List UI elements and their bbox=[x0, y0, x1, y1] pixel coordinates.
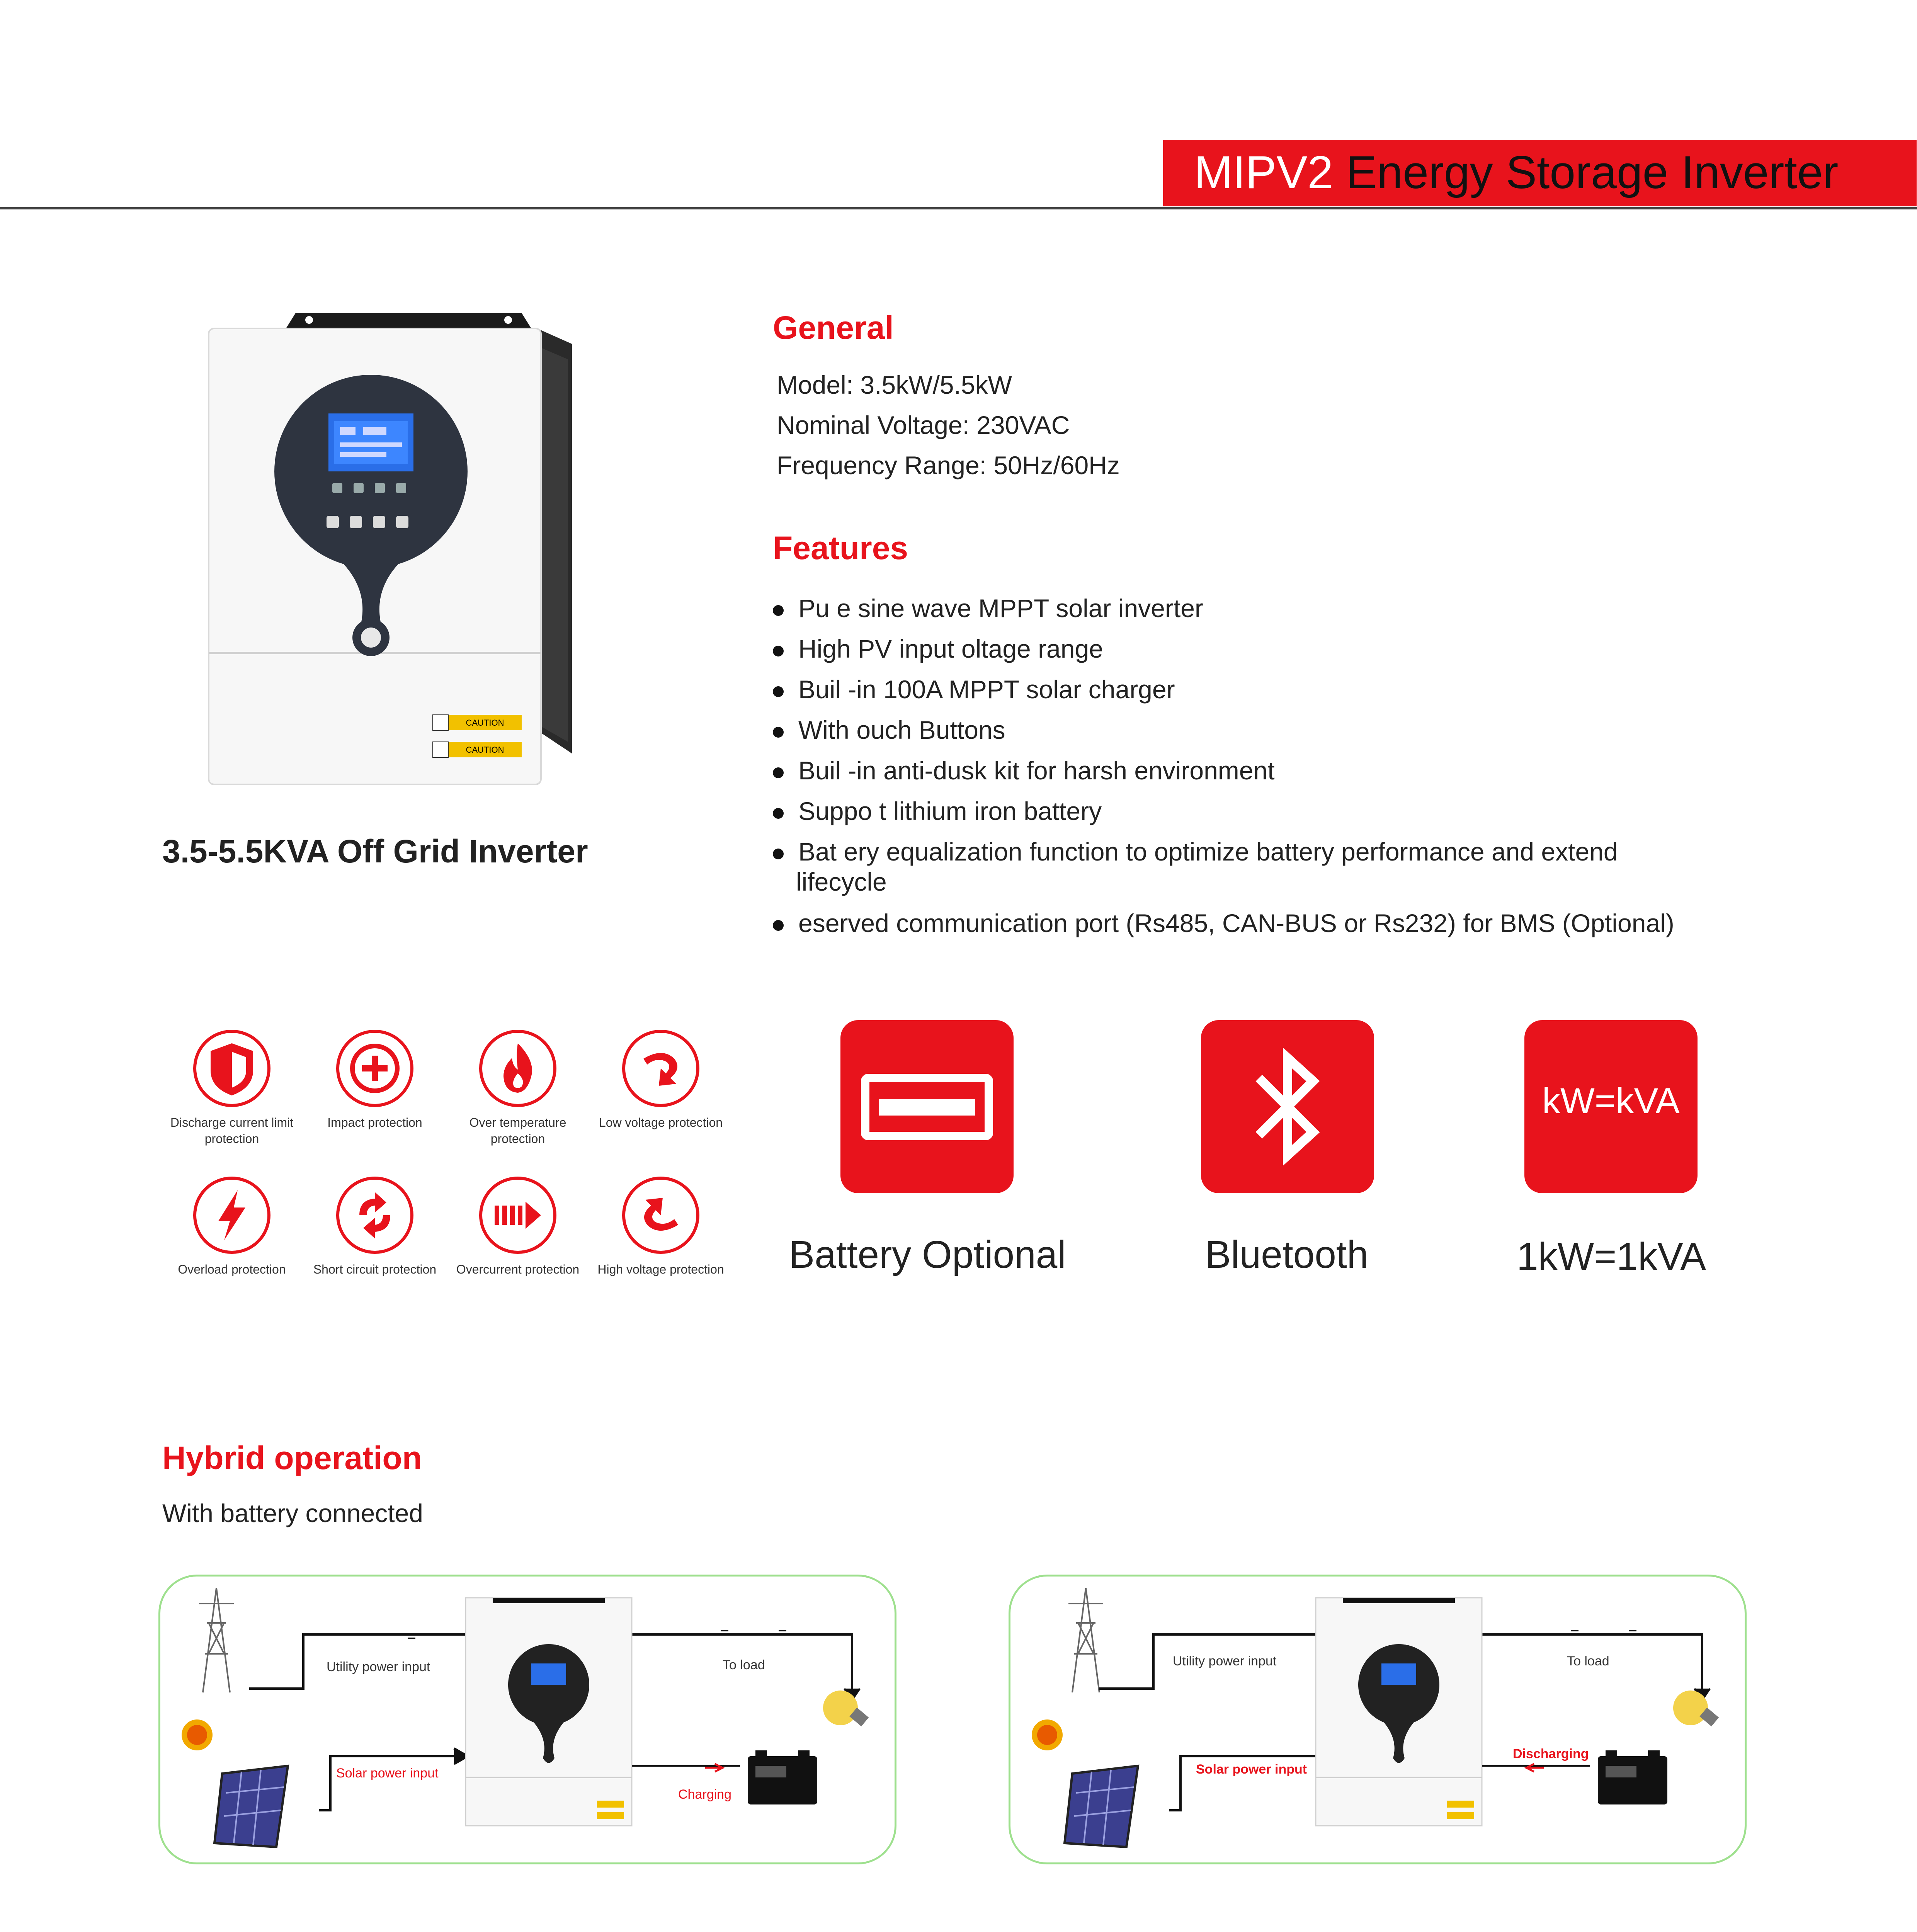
arrow-right-icon bbox=[477, 1175, 558, 1256]
inverter-product-image bbox=[201, 298, 580, 808]
feature-item: Pu e sine wave MPPT solar inverter bbox=[773, 593, 1778, 623]
solar-label: Solar power input bbox=[336, 1766, 439, 1781]
feature-item: High PV input oltage range bbox=[773, 634, 1778, 664]
kw-kva-badge-text: kW=kVA bbox=[1542, 1080, 1680, 1121]
feature-item: With ouch Buttons bbox=[773, 715, 1778, 745]
protection-discharge: Discharge current limit protection bbox=[158, 1028, 305, 1147]
solar-panel-icon bbox=[214, 1766, 288, 1847]
diagram-with-battery-charging bbox=[158, 1575, 896, 1864]
protection-impact: Impact protection bbox=[301, 1028, 448, 1131]
battery-optional-label: Battery Optional bbox=[789, 1233, 1066, 1276]
battery-state-label: Charging bbox=[678, 1787, 731, 1802]
title-model: MIPV2 bbox=[1194, 146, 1334, 198]
features-heading: Features bbox=[773, 530, 908, 566]
bluetooth-label: Bluetooth bbox=[1205, 1233, 1369, 1276]
feature-item: Suppo t lithium iron battery bbox=[773, 796, 1778, 826]
protection-overcurrent: Overcurrent protection bbox=[444, 1175, 591, 1277]
load-label: To load bbox=[1567, 1654, 1609, 1668]
general-heading: General bbox=[773, 310, 894, 346]
shield-icon bbox=[191, 1028, 272, 1109]
product-caption: 3.5-5.5KVA Off Grid Inverter bbox=[162, 833, 588, 869]
feature-item: eserved communication port (Rs485, CAN-BUS or Rs232) for BMS (Optional) bbox=[773, 908, 1778, 938]
kw-kva-label: 1kW=1kVA bbox=[1517, 1235, 1706, 1278]
plus-circle-icon bbox=[334, 1028, 415, 1109]
with-battery-subheading: With battery connected bbox=[162, 1499, 424, 1527]
power-tower-icon bbox=[199, 1588, 234, 1692]
flame-icon bbox=[477, 1028, 558, 1109]
utility-label: Utility power input bbox=[1173, 1654, 1277, 1668]
header-divider bbox=[0, 207, 1917, 209]
protection-low-voltage: Low voltage protection bbox=[587, 1028, 734, 1131]
cycle-icon bbox=[334, 1175, 415, 1256]
feature-item: Bat ery equalization function to optimize battery performance and extend bbox=[773, 837, 1778, 867]
battery-optional-tile bbox=[840, 1020, 1014, 1193]
feature-item: Buil -in 100A MPPT solar charger bbox=[773, 674, 1778, 704]
bluetooth-icon bbox=[1201, 1020, 1374, 1193]
protection-high-voltage: High voltage protection bbox=[587, 1175, 734, 1277]
load-label: To load bbox=[723, 1658, 765, 1672]
light-bulb-icon bbox=[823, 1690, 869, 1726]
protection-over-temperature: Over temperature protection bbox=[444, 1028, 591, 1147]
kw-kva-tile bbox=[1524, 1020, 1698, 1193]
solar-label: Solar power input bbox=[1196, 1762, 1307, 1777]
battery-icon bbox=[840, 1020, 1014, 1193]
utility-label: Utility power input bbox=[327, 1660, 430, 1674]
title-rest: Energy Storage Inverter bbox=[1333, 146, 1839, 198]
diagram-with-battery-discharging bbox=[1009, 1575, 1747, 1864]
protection-overload: Overload protection bbox=[158, 1175, 305, 1277]
page-title bbox=[1194, 145, 1838, 199]
lightning-icon bbox=[191, 1175, 272, 1256]
arrow-down-icon bbox=[620, 1028, 701, 1109]
battery-state-label: Discharging bbox=[1513, 1747, 1589, 1761]
general-frequency: Frequency Range: 50Hz/60Hz bbox=[777, 451, 1120, 480]
protection-short-circuit: Short circuit protection bbox=[301, 1175, 448, 1277]
feature-item: Buil -in anti-dusk kit for harsh environment bbox=[773, 755, 1778, 786]
caution-label-2: CAUTION bbox=[466, 745, 504, 755]
hybrid-heading: Hybrid operation bbox=[162, 1440, 422, 1476]
bluetooth-tile bbox=[1201, 1020, 1374, 1193]
arrow-up-icon bbox=[620, 1175, 701, 1256]
general-model: Model: 3.5kW/5.5kW bbox=[777, 371, 1012, 399]
feature-item-continued: lifecycle bbox=[796, 867, 887, 896]
general-voltage: Nominal Voltage: 230VAC bbox=[777, 411, 1070, 439]
caution-label-1: CAUTION bbox=[466, 718, 504, 728]
battery-icon bbox=[748, 1750, 817, 1804]
